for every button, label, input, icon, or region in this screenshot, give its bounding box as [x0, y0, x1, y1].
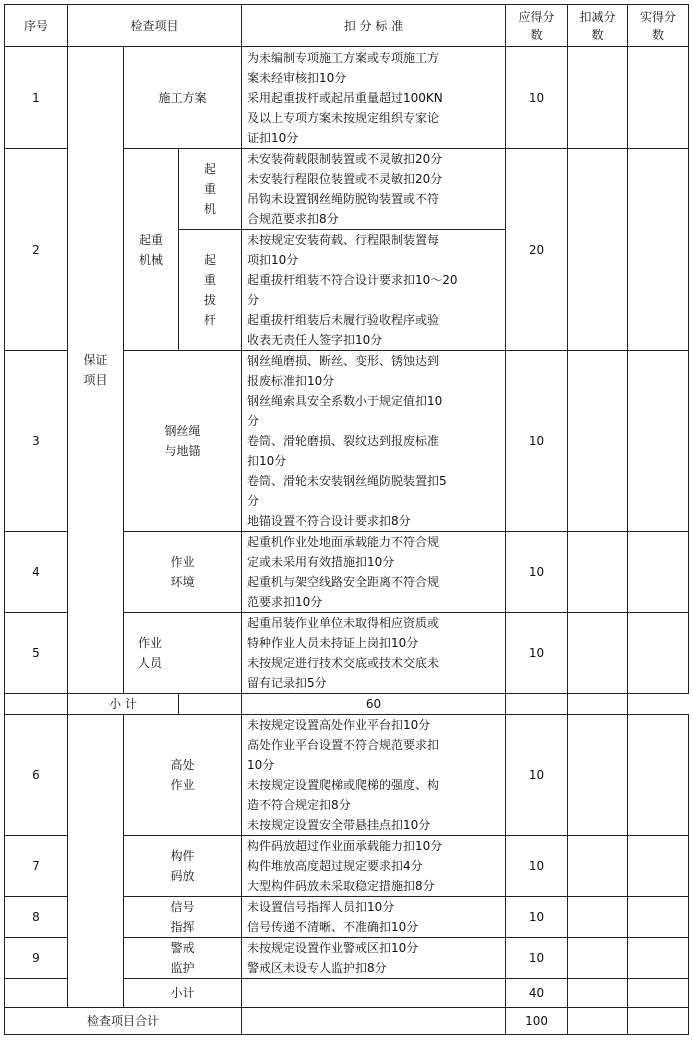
deduct-score-cell[interactable] [568, 351, 628, 532]
due-score-cell: 10 [506, 897, 568, 938]
deduct-score-cell[interactable] [568, 149, 628, 351]
due-score-cell: 100 [506, 1008, 568, 1035]
item-cell: 作业 环境 [124, 532, 242, 613]
total-row [5, 1008, 689, 1035]
actual-score-cell[interactable] [628, 351, 689, 532]
seq-cell: 5 [5, 613, 68, 694]
deduct-score-cell[interactable] [568, 979, 628, 1008]
standard-cell: 构件码放超过作业面承载能力扣10分 构件堆放高度超过规定要求扣4分 大型构件码放未采取稳定措施扣8分 [242, 836, 506, 897]
actual-score-cell[interactable] [628, 532, 689, 613]
seq-cell: 1 [5, 47, 68, 149]
standard-cell: 钢丝绳磨损、断丝、变形、锈蚀达到 报废标准扣10分 钢丝绳索具安全系数小于规定值扣10 分 卷筒、滑轮磨损、裂纹达到报废标准 扣10分 卷筒、滑轮未安装钢丝绳防脱装置扣5 分 地锚设置不符合设计要求扣8分 [242, 351, 506, 532]
deduct-score-cell[interactable] [568, 613, 628, 694]
header-row [5, 5, 689, 47]
standard-cell: 为未编制专项施工方案或专项施工方 案未经审核扣10分 采用起重拔杆或起吊重量超过100KN 及以上专项方案未按规定组织专家论 证扣10分 [242, 47, 506, 149]
seq-cell: 3 [5, 351, 68, 532]
due-score-cell: 10 [506, 836, 568, 897]
actual-score-cell[interactable] [628, 715, 689, 836]
item-cell: 起重 机械 [124, 149, 179, 351]
item-cell: 施工方案 [124, 47, 242, 149]
total-label: 检查项目合计 [5, 1008, 242, 1035]
standard-cell [242, 979, 506, 1008]
item-cell: 钢丝绳 与地锚 [124, 351, 242, 532]
seq-cell [5, 694, 68, 715]
due-score-cell: 10 [506, 351, 568, 532]
due-score-cell: 40 [506, 979, 568, 1008]
item-cell: 作业 人员 [124, 613, 242, 694]
item-cell: 警戒 监护 [124, 938, 242, 979]
seq-cell: 4 [5, 532, 68, 613]
due-score-cell: 10 [506, 532, 568, 613]
due-score-cell: 60 [242, 694, 506, 715]
deduct-score-cell[interactable] [568, 1008, 628, 1035]
due-score-cell: 10 [506, 613, 568, 694]
standard-cell [242, 1008, 506, 1035]
due-score-cell: 10 [506, 715, 568, 836]
header-due-score: 应得分 数 [506, 5, 568, 47]
actual-score-cell[interactable] [628, 47, 689, 149]
subtotal-label: 小计 [124, 979, 242, 1008]
seq-cell: 2 [5, 149, 68, 351]
header-actual-score: 实得分 数 [628, 5, 689, 47]
item-cell: 高处 作业 [124, 715, 242, 836]
standard-cell: 未按规定设置高处作业平台扣10分 高处作业平台设置不符合规范要求扣 10分 未按规定设置爬梯或爬梯的强度、构 造不符合规定扣8分 未按规定设置安全带悬挂点扣10分 [242, 715, 506, 836]
standard-cell: 未安装荷载限制装置或不灵敏扣20分 未安装行程限位装置或不灵敏扣20分 吊钩未设置钢丝绳防脱钩装置或不符 合规范要求扣8分 [242, 149, 506, 230]
deduct-score-cell[interactable] [506, 694, 568, 715]
standard-cell: 未按规定设置作业警戒区扣10分 警戒区未设专人监护扣8分 [242, 938, 506, 979]
actual-score-cell[interactable] [628, 613, 689, 694]
actual-score-cell[interactable] [628, 979, 689, 1008]
header-item: 检查项目 [68, 5, 242, 47]
item-cell: 信号 指挥 [124, 897, 242, 938]
seq-cell: 8 [5, 897, 68, 938]
standard-cell: 起重吊装作业单位未取得相应资质或 特种作业人员未持证上岗扣10分 未按规定进行技术交底或技术交底未 留有记录扣5分 [242, 613, 506, 694]
table-row [5, 715, 689, 836]
actual-score-cell[interactable] [628, 938, 689, 979]
table-row [5, 47, 689, 149]
header-seq: 序号 [5, 5, 68, 47]
item-cell: 构件 码放 [124, 836, 242, 897]
group-guarantee-label: 保证 项目 [68, 47, 124, 694]
subtotal-label: 小 计 [68, 694, 179, 715]
deduct-score-cell[interactable] [568, 836, 628, 897]
standard-cell: 未按规定安装荷载、行程限制装置每 项扣10分 起重拔杆组装不符合设计要求扣10～20 分 起重拔杆组装后未履行验收程序或验 收表无责任人签字扣10分 [242, 230, 506, 351]
deduct-score-cell[interactable] [568, 715, 628, 836]
actual-score-cell[interactable] [628, 897, 689, 938]
seq-cell: 9 [5, 938, 68, 979]
sub-item-cell: 起 重 机 [179, 149, 242, 230]
actual-score-cell[interactable] [628, 149, 689, 351]
seq-cell [5, 979, 68, 1008]
standard-cell: 未设置信号指挥人员扣10分 信号传递不清晰、不准确扣10分 [242, 897, 506, 938]
actual-score-cell[interactable] [628, 1008, 689, 1035]
header-deduct-score: 扣减分 数 [568, 5, 628, 47]
sub-item-cell: 起 重 拔 杆 [179, 230, 242, 351]
deduct-score-cell[interactable] [568, 897, 628, 938]
standard-cell [179, 694, 242, 715]
header-standard: 扣 分 标 准 [242, 5, 506, 47]
inspection-table [4, 4, 689, 1035]
actual-score-cell[interactable] [628, 836, 689, 897]
due-score-cell: 10 [506, 47, 568, 149]
actual-score-cell[interactable] [568, 694, 628, 715]
subtotal-row [5, 694, 689, 715]
seq-cell: 7 [5, 836, 68, 897]
due-score-cell: 20 [506, 149, 568, 351]
deduct-score-cell[interactable] [568, 532, 628, 613]
deduct-score-cell[interactable] [568, 47, 628, 149]
seq-cell: 6 [5, 715, 68, 836]
deduct-score-cell[interactable] [568, 938, 628, 979]
standard-cell: 起重机作业处地面承载能力不符合规 定或未采用有效措施扣10分 起重机与架空线路安全距离不符合规 范要求扣10分 [242, 532, 506, 613]
group-general-label [68, 715, 124, 1008]
due-score-cell: 10 [506, 938, 568, 979]
